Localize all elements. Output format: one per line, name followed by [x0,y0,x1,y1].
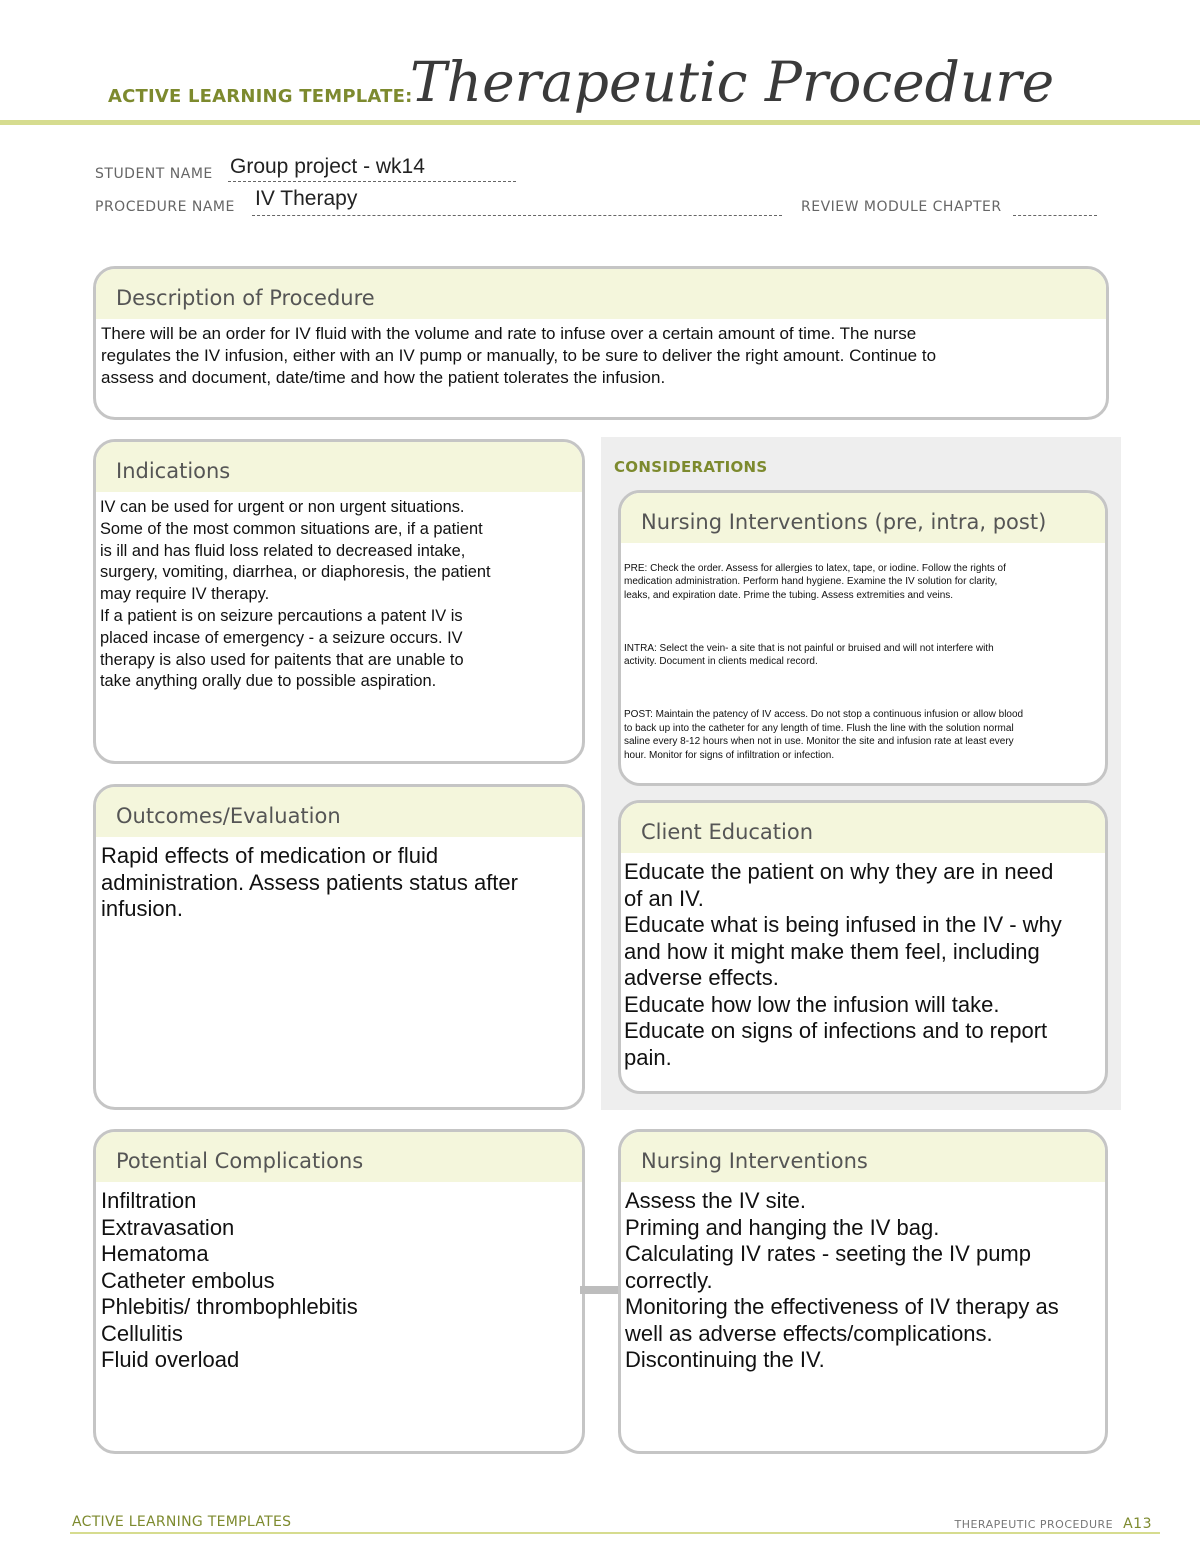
box-connector [580,1286,622,1294]
student-name-field[interactable]: Group project - wk14 [230,155,425,178]
client-education-title: Client Education [641,820,814,844]
outcomes-header [96,787,582,837]
template-label: ACTIVE LEARNING TEMPLATE: [108,86,413,107]
nursing-interventions-title: Nursing Interventions [641,1149,868,1173]
outcomes-box [93,784,585,1110]
complication-item: Hematoma [101,1241,209,1266]
complication-item: Catheter embolus [101,1267,275,1293]
nursing-pre-title: Nursing Interventions (pre, intra, post) [641,510,1047,534]
considerations-title: CONSIDERATIONS [614,458,768,476]
description-box [93,266,1109,420]
review-module-field[interactable] [1013,191,1097,216]
page-title: Therapeutic Procedure [410,50,1055,114]
procedure-name-label: PROCEDURE NAME [95,199,235,215]
client-education-box [618,800,1108,1094]
nursing-pre-header [621,493,1105,543]
complications-box [93,1129,585,1454]
nursing-pre-step: PRE: Check the order. Assess for allergies to latex, tape, or iodine. Follow the rights of medication administration. Perform hand hygiene. Examine the IV solution for clarity, leaks, and expiration date. Prime the tubing. Assess extremities and veins. [624,562,1006,601]
indications-box [93,439,585,764]
procedure-name-field[interactable]: IV Therapy [255,187,358,210]
nursing-interventions-text[interactable]: Assess the IV site. Priming and hanging the IV bag. Calculating IV rates - seeting the IV pump correctly. Monitoring the effectiveness of IV therapy as well as adverse effects/complications. Discontinuing the IV. [625,1188,1059,1372]
student-name-label: STUDENT NAME [95,166,213,182]
complications-list[interactable] [96,1182,582,1374]
review-module-label: REVIEW MODULE CHAPTER [801,199,1002,215]
outcomes-title: Outcomes/Evaluation [116,804,341,828]
complication-item: Extravasation [101,1214,235,1240]
indications-text[interactable]: IV can be used for urgent or non urgent situations. Some of the most common situations are, if a patient is ill and has fluid loss related to decreased intake, surgery, vomiting, diarrhea, or diaphoresis, the patient may require IV therapy. If a patient is on seizure percautions a patent IV is placed incase of emergency - a seizure occurs. IV therapy is also used for paitents that are unable to take anything orally due to possible aspiration. [100,498,491,691]
nursing-post-step: POST: Maintain the patency of IV access. Do not stop a continuous infusion or allow blood to back up into the catheter for any length of time. Flush the line with the solution normal saline every 8-12 hours when not in use. Monitor the site and infusion rate at least every hour. Monitor for signs of infiltration or infection. [624,709,1024,761]
description-title: Description of Procedure [116,286,375,310]
nursing-intra-step: INTRA: Select the vein- a site that is not painful or bruised and will not interfere with activity. Document in clients medical record. [624,642,994,667]
nursing-pre-intra-post-box [618,490,1108,786]
outcomes-text[interactable]: Rapid effects of medication or fluid administration. Assess patients status after infusion. [101,843,518,921]
indications-title: Indications [116,459,231,483]
description-header [96,269,1106,319]
nursing-interventions-box [618,1129,1108,1454]
description-text[interactable]: There will be an order for IV fluid with the volume and rate to infuse over a certain amount of time. The nurse regulates the IV infusion, either with an IV pump or manually, to be sure to deliver the right amount. Continue to assess and document, date/time and how the patient tolerates the infusion. [101,324,937,387]
complications-header [96,1132,582,1182]
footer-section: THERAPEUTIC PROCEDURE [954,1518,1114,1531]
footer-divider [70,1532,1160,1534]
complication-item: Phlebitis/ thrombophlebitis [101,1294,358,1319]
indications-header [96,442,582,492]
complication-item: Cellulitis [101,1320,183,1346]
header-divider [0,120,1200,125]
page-number: A13 [1123,1516,1152,1532]
complications-title: Potential Complications [116,1149,364,1173]
footer-left: ACTIVE LEARNING TEMPLATES [72,1514,292,1530]
complication-item: Fluid overload [101,1347,240,1372]
complication-item: Infiltration [101,1188,197,1213]
client-education-text[interactable]: Educate the patient on why they are in need of an IV. Educate what is being infused in the IV - why and how it might make them feel, including adverse effects. Educate how low the infusion will take. Educate on signs of infections and to report pain. [624,859,1062,1070]
client-education-header [621,803,1105,853]
nursing-interventions-header [621,1132,1105,1182]
footer-right [954,1516,1152,1532]
nursing-pre-text[interactable] [621,543,1105,776]
